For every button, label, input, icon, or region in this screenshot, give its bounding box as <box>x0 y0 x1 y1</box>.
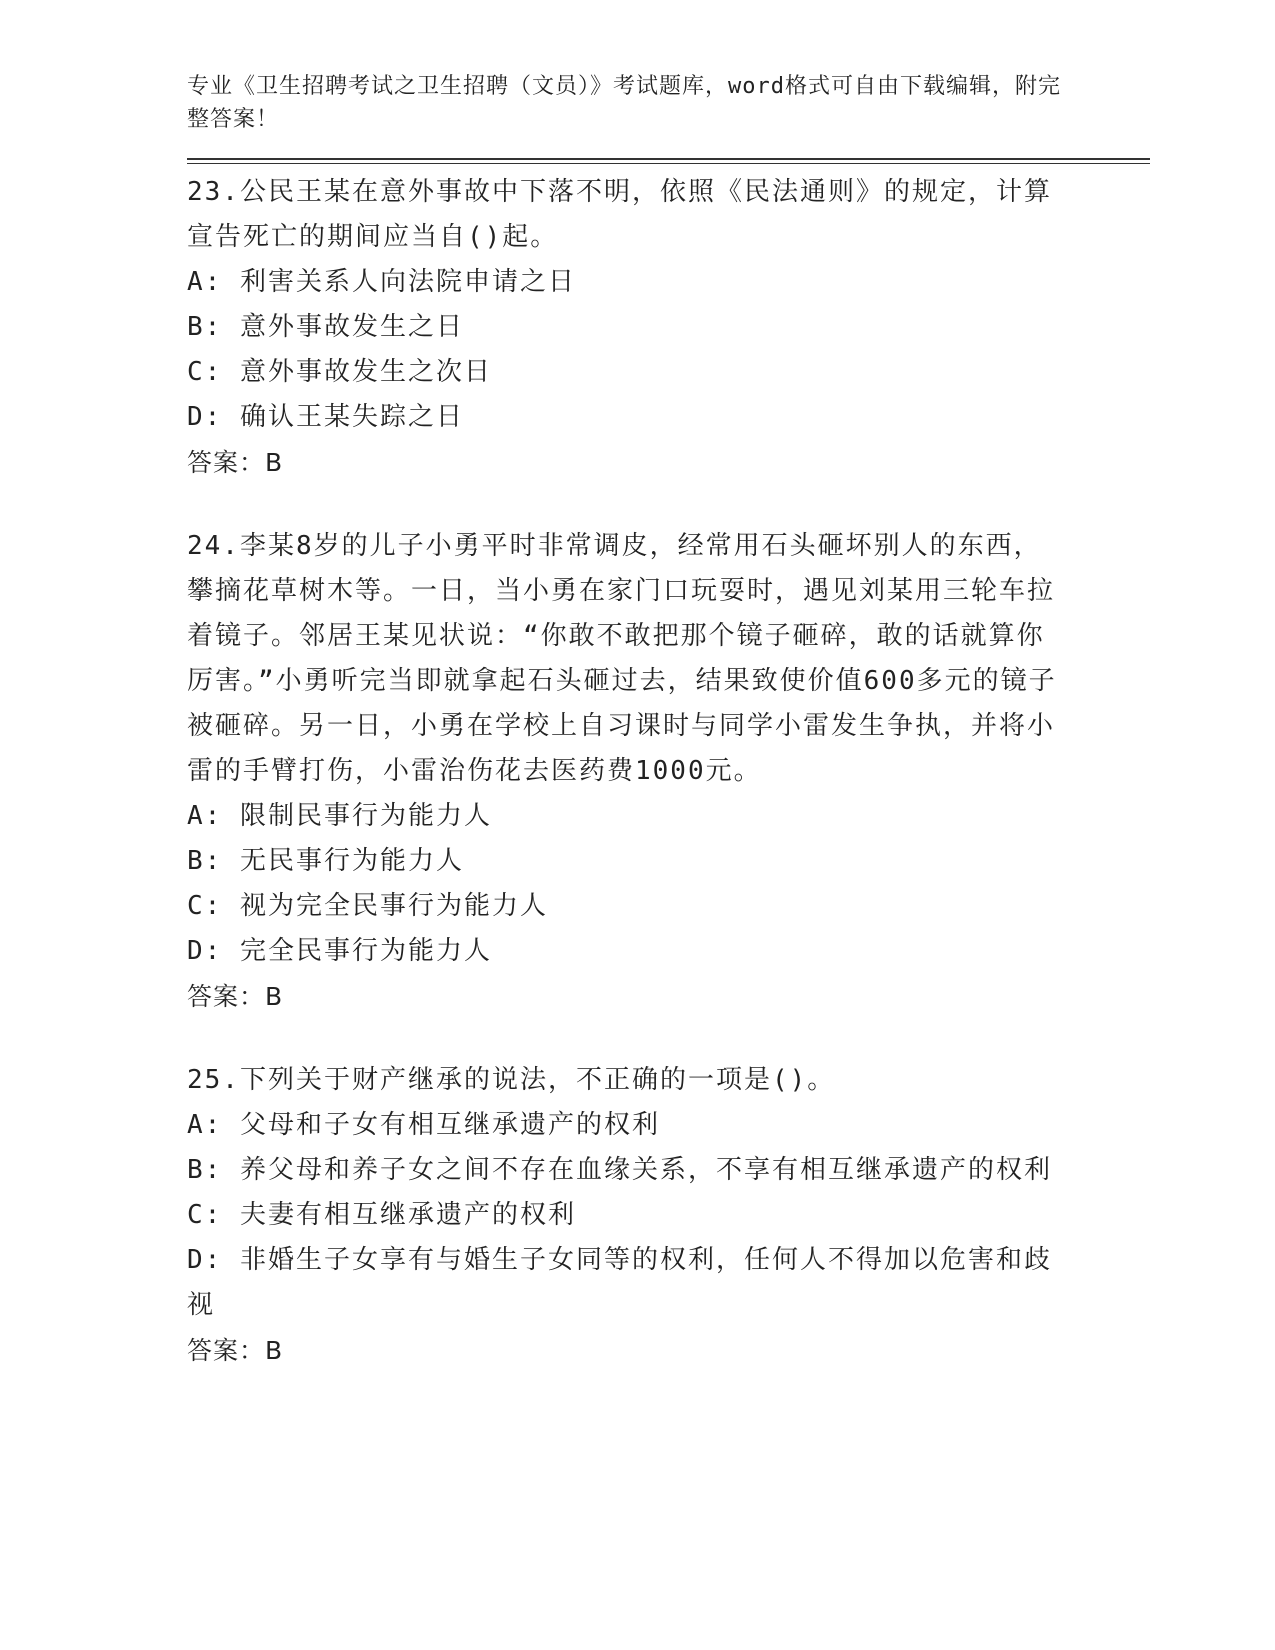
question-25 <box>187 1058 1067 1373</box>
question-stem: 25.下列关于财产继承的说法，不正确的一项是()。 <box>187 1065 836 1095</box>
option-d: D: 完全民事行为能力人 <box>187 936 492 966</box>
option-c: C: 意外事故发生之次日 <box>187 357 492 387</box>
option-b: B: 意外事故发生之日 <box>187 312 464 342</box>
option-c: C: 夫妻有相互继承遗产的权利 <box>187 1200 576 1230</box>
document-header: 专业《卫生招聘考试之卫生招聘（文员）》考试题库，word格式可自由下载编辑，附完整答案！ <box>187 74 1061 132</box>
option-b: B: 无民事行为能力人 <box>187 846 464 876</box>
question-stem: 23.公民王某在意外事故中下落不明，依照《民法通则》的规定，计算宣告死亡的期间应当自()起。 <box>187 177 1052 252</box>
document-page <box>187 70 1147 1373</box>
option-a: A: 利害关系人向法院申请之日 <box>187 267 576 297</box>
option-d: D: 确认王某失踪之日 <box>187 402 464 432</box>
answer-line: 答案：B <box>187 448 284 477</box>
answer-line: 答案：B <box>187 982 284 1011</box>
option-c: C: 视为完全民事行为能力人 <box>187 891 548 921</box>
option-d: D: 非婚生子女享有与婚生子女同等的权利，任何人不得加以危害和歧视 <box>187 1245 1052 1320</box>
answer-line: 答案：B <box>187 1336 284 1365</box>
option-a: A: 限制民事行为能力人 <box>187 801 492 831</box>
question-23 <box>187 170 1067 485</box>
option-a: A: 父母和子女有相互继承遗产的权利 <box>187 1110 660 1140</box>
option-b: B: 养父母和养子女之间不存在血缘关系，不享有相互继承遗产的权利 <box>187 1155 1052 1185</box>
question-24 <box>187 524 1067 1019</box>
question-stem: 24.李某8岁的儿子小勇平时非常调皮，经常用石头砸坏别人的东西，攀摘花草树木等。一日，当小勇在家门口玩耍时，遇见刘某用三轮车拉着镜子。邻居王某见状说：“你敢不敢把那个镜子砸碎，敢的话就算你厉害。”小勇听完当即就拿起石头砸过去，结果致使价值600多元的镜子被砸碎。另一日，小勇在学校上自习课时与同学小雷发生争执，并将小雷的手臂打伤，小雷治伤花去医药费1000元。 <box>187 531 1057 786</box>
header-divider <box>187 158 1150 164</box>
